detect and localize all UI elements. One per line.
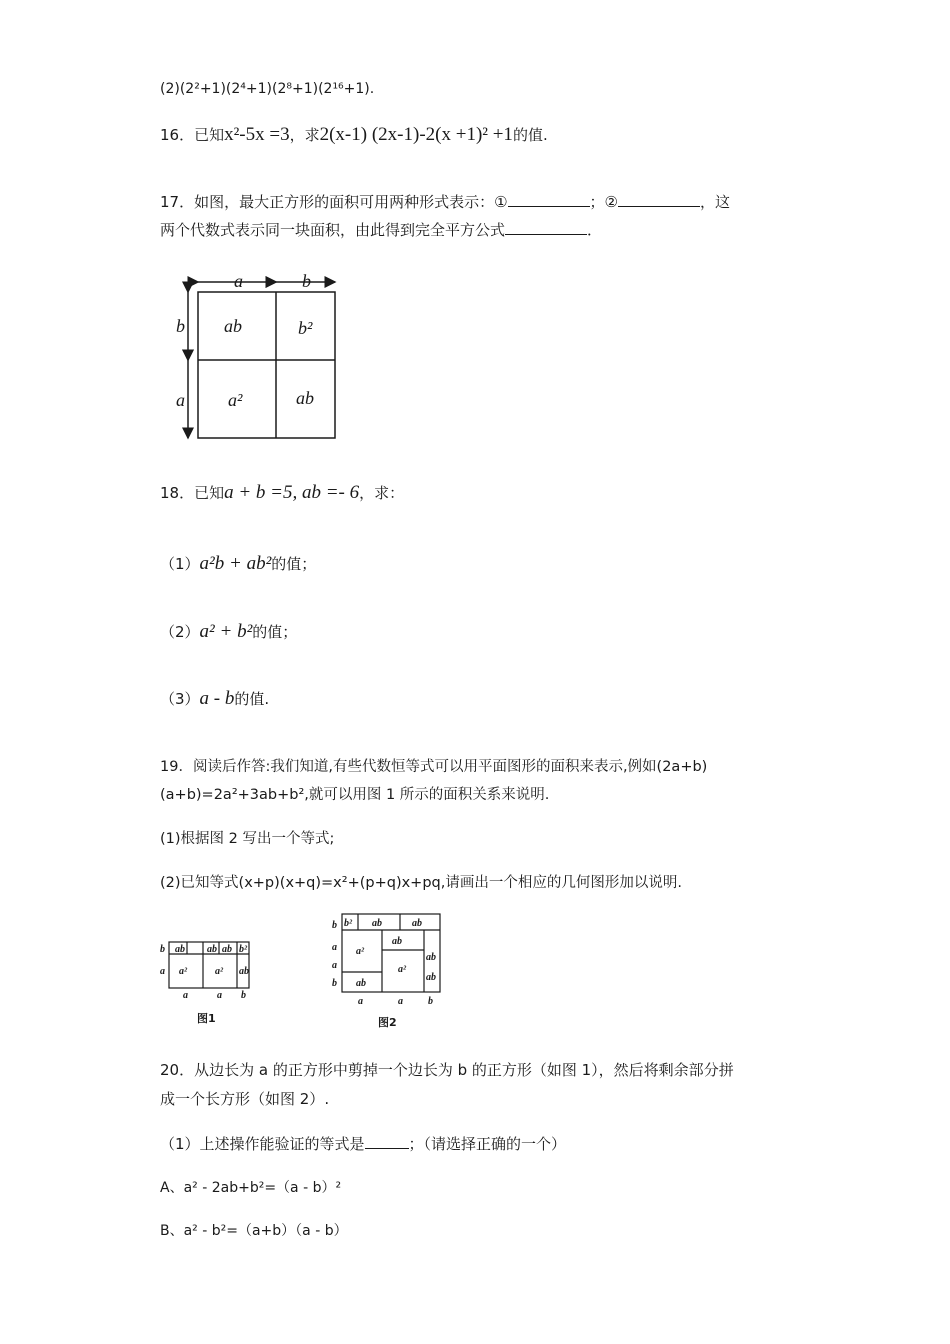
q16-number: 16．已知 bbox=[160, 126, 225, 144]
fig17-cell-b2: b² bbox=[298, 318, 313, 338]
svg-text:b: b bbox=[332, 978, 337, 989]
q19-line3: (1)根据图 2 写出一个等式; bbox=[160, 831, 335, 847]
svg-text:ab: ab bbox=[207, 944, 217, 955]
q19-line4: (2)已知等式(x+p)(x+q)=x²+(p+q)x+pq,请画出一个相应的几何图形加以说明. bbox=[160, 875, 682, 891]
fig17-cell-a2: a² bbox=[228, 390, 243, 410]
fig17-cell-ab-bottom: ab bbox=[296, 388, 314, 408]
svg-text:a: a bbox=[183, 990, 188, 1001]
fig17-cell-ab-top: ab bbox=[224, 316, 242, 336]
fig17-left-b: b bbox=[176, 316, 185, 336]
svg-text:ab: ab bbox=[222, 944, 232, 955]
svg-text:b: b bbox=[332, 920, 337, 931]
q20-part1-tail: ；（请选择正确的一个） bbox=[408, 1135, 567, 1153]
q17-text-a: 17．如图，最大正方形的面积可用两种形式表示：① bbox=[160, 193, 508, 211]
q18-p2-tail: 的值； bbox=[252, 623, 298, 641]
svg-text:b²: b² bbox=[239, 944, 247, 955]
q18-p2-label: （2） bbox=[160, 623, 200, 641]
q17-line2 bbox=[160, 218, 602, 241]
fig17-top-a: a bbox=[234, 272, 243, 291]
q16-line bbox=[160, 124, 548, 146]
q18-ask: ，求： bbox=[359, 484, 405, 502]
svg-text:a²: a² bbox=[398, 964, 406, 975]
q18-number: 18．已知 bbox=[160, 484, 225, 502]
q17-square-figure bbox=[170, 272, 345, 444]
q18-p3-label: （3） bbox=[160, 690, 200, 708]
svg-text:ab: ab bbox=[392, 936, 402, 947]
q18-part2 bbox=[160, 621, 297, 643]
q20-option-a: A、a² - 2ab+b²=（a - b）² bbox=[160, 1180, 342, 1196]
q18-line bbox=[160, 482, 404, 504]
svg-text:a: a bbox=[358, 996, 363, 1007]
q18-p1-label: （1） bbox=[160, 555, 200, 573]
q18-p3-tail: 的值. bbox=[234, 690, 270, 708]
svg-text:b: b bbox=[241, 990, 246, 1001]
svg-text:a: a bbox=[332, 960, 337, 971]
q17-blank-2[interactable] bbox=[618, 190, 700, 207]
q17-text-e: ． bbox=[587, 221, 603, 239]
q17-blank-3[interactable] bbox=[505, 218, 587, 235]
svg-text:a: a bbox=[332, 942, 337, 953]
q15-part2: (2)(2²+1)(2⁴+1)(2⁸+1)(2¹⁶+1). bbox=[160, 81, 375, 97]
q18-part1 bbox=[160, 553, 316, 575]
q17-text-b: ；② bbox=[589, 193, 618, 211]
q17-line1 bbox=[160, 190, 730, 213]
q16-tail: 的值. bbox=[512, 126, 548, 144]
q18-part3 bbox=[160, 688, 269, 710]
q20-line3 bbox=[160, 1132, 566, 1155]
q20-line2: 成一个长方形（如图 2）. bbox=[160, 1090, 330, 1108]
svg-text:b: b bbox=[428, 996, 433, 1007]
svg-text:b: b bbox=[160, 944, 165, 955]
svg-text:ab: ab bbox=[412, 918, 422, 929]
q19-line2: (a+b)=2a²+3ab+b²,就可以用图 1 所示的面积关系来说明. bbox=[160, 787, 550, 803]
q19-figure-1 bbox=[157, 934, 257, 1030]
svg-text:ab: ab bbox=[426, 952, 436, 963]
q20-part1-text: （1）上述操作能验证的等式是 bbox=[160, 1135, 365, 1153]
svg-text:ab: ab bbox=[372, 918, 382, 929]
q20-option-b: B、a² - b²=（a+b）（a - b） bbox=[160, 1223, 348, 1239]
fig17-left-a: a bbox=[176, 390, 185, 410]
q19-line1: 19．阅读后作答:我们知道,有些代数恒等式可以用平面图形的面积来表示,例如(2a+b) bbox=[160, 759, 708, 775]
q17-text-d: 两个代数式表示同一块面积，由此得到完全平方公式 bbox=[160, 221, 506, 239]
svg-text:a: a bbox=[160, 966, 165, 977]
svg-text:b²: b² bbox=[344, 918, 352, 929]
q18-p3-expr: a - b bbox=[199, 688, 235, 709]
fig1-caption: 图1 bbox=[197, 1012, 216, 1025]
q17-blank-1[interactable] bbox=[508, 190, 590, 207]
q18-p2-expr: a² + b² bbox=[199, 621, 253, 642]
q20-answer-blank[interactable] bbox=[365, 1132, 409, 1149]
svg-text:ab: ab bbox=[356, 978, 366, 989]
q19-figure-2 bbox=[328, 910, 448, 1030]
svg-text:a: a bbox=[398, 996, 403, 1007]
q18-given: a + b =5, ab =- 6 bbox=[224, 482, 360, 503]
svg-text:a²: a² bbox=[179, 966, 187, 977]
q20-line1: 20．从边长为 a 的正方形中剪掉一个边长为 b 的正方形（如图 1），然后将剩余部分拼 bbox=[160, 1061, 734, 1079]
fig2-caption: 图2 bbox=[378, 1016, 397, 1029]
svg-text:ab: ab bbox=[175, 944, 185, 955]
q18-p1-expr: a²b + ab² bbox=[199, 553, 272, 574]
q16-given-expr: x²-5x =3 bbox=[224, 124, 290, 145]
q16-mid: ，求 bbox=[289, 126, 320, 144]
svg-text:a²: a² bbox=[356, 946, 364, 957]
svg-text:ab: ab bbox=[426, 972, 436, 983]
svg-text:a²: a² bbox=[215, 966, 223, 977]
q18-p1-tail: 的值； bbox=[271, 555, 317, 573]
fig17-top-b: b bbox=[302, 272, 311, 291]
q16-target-expr: 2(x-1) (2x-1)-2(x +1)² +1 bbox=[319, 124, 513, 145]
svg-text:a: a bbox=[217, 990, 222, 1001]
q17-text-c: ，这 bbox=[700, 193, 731, 211]
svg-text:ab: ab bbox=[239, 966, 249, 977]
